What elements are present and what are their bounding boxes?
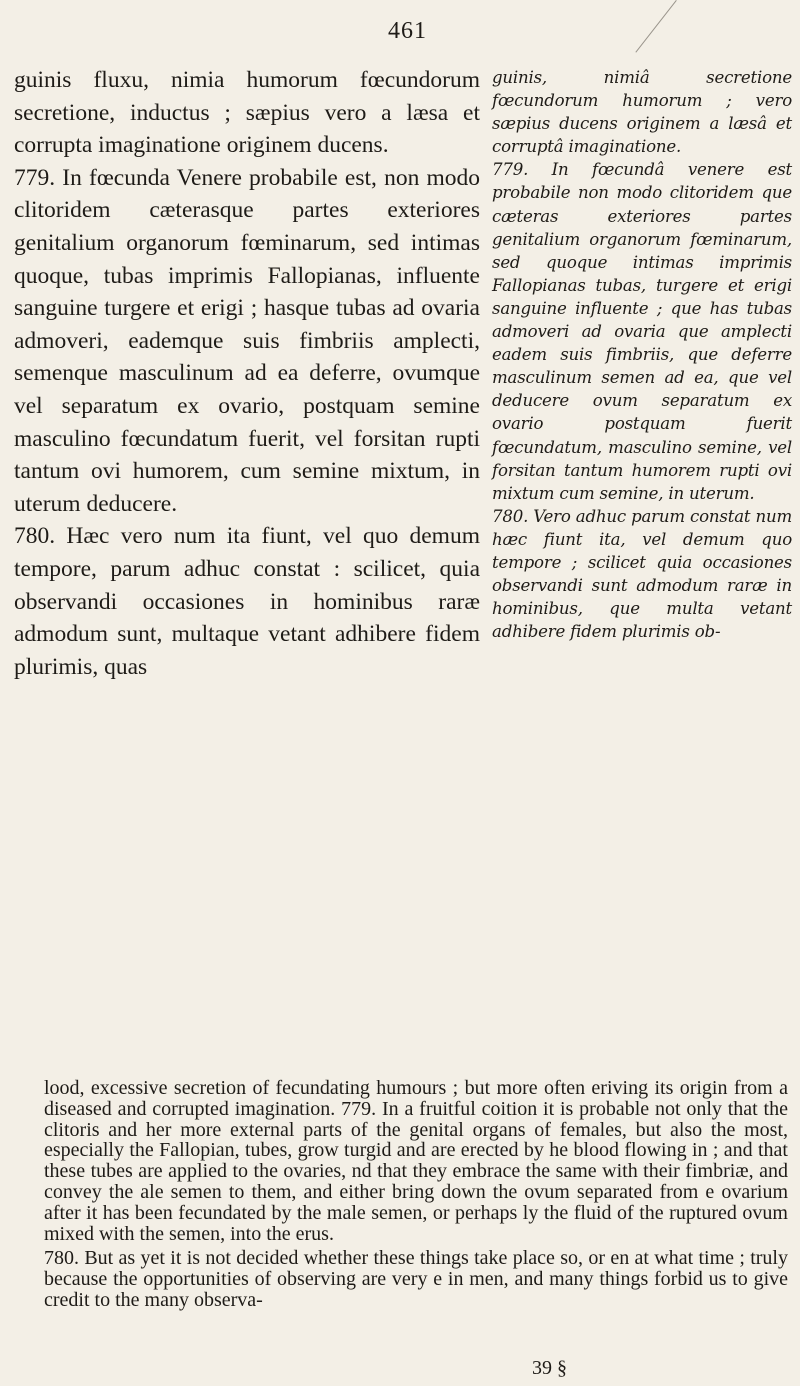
latin-roman-column (14, 64, 480, 683)
latin-italic-paragraph-780: 780. Vero adhuc parum constat num hæc fiunt ita, vel demum quo tempore ; scilicet quia occasiones observandi sunt admodum raræ in hominibus, que multa vetant adhibere fidem plurimis ob- (492, 506, 792, 642)
page-corner-fold-line (635, 0, 676, 53)
page-number: 461 (388, 18, 427, 44)
latin-italic-paragraph-1: guinis, nimiâ secretione fœcundorum humorum ; vero sæpius ducens originem a læsâ et corruptâ imaginatione. (492, 68, 792, 157)
latin-italic-column (492, 66, 792, 643)
signature-mark: 39 § (532, 1357, 567, 1379)
latin-italic-paragraph-779: 779. In fœcundâ venere est probabile non modo clitoridem que cæteras exteriores partes genitalium organorum fœminarum, sed quoque intimas imprimis Fallopianas tubas, turgere et erigi sanguine influente ; que has tubas admoveri ad ovaria que amplecti eadem suis fimbriis, que deferre masculinum semen ad ea, que vel deducere ovum separatum ex ovario postquam fuerit fœcundatum, masculino semine, vel forsitan tantum humorem rupti ovi mixtum cum semine, in uterum. (492, 160, 792, 503)
english-paragraph-780: 780. But as yet it is not decided whether these things take place so, or en at what time ; truly because the opportunities of observing are very e in men, and many things forbid us to give credit to the many observa- (44, 1247, 788, 1311)
latin-roman-paragraph-780: 780. Hæc vero num ita fiunt, vel quo demum tempore, parum adhuc constat : scilicet, quia observandi occasiones in hominibus raræ admodum sunt, multaque vetant adhibere fidem plurimis, quas (14, 523, 480, 680)
english-translation-block (44, 1078, 788, 1311)
latin-roman-paragraph-779: 779. In fœcunda Venere probabile est, non modo clitoridem cæterasque partes exteriores genitalium organorum fœminarum, sed intimas quoque, tubas imprimis Fallopianas, influente sanguine turgere et erigi ; hasque tubas ad ovaria admoveri, eademque suis fimbriis amplecti, semenque masculinum ad ea deferre, ovumque vel separatum ex ovario, postquam semine masculino fœcundatum fuerit, vel forsitan rupti tantum ovi humorem, cum semine mixtum, in uterum deducere. (14, 164, 480, 517)
english-paragraph-779: lood, excessive secretion of fecundating humours ; but more often eriving its origin from a diseased and corrupted imagination. 779. In a fruitful coition it is probable not only that the clitoris and her more external parts of the genital organs of females, but also the most, especially the Fallopian, tubes, grow turgid and are erected by he blood flowing in ; and that these tubes are applied to the ovaries, nd that they embrace the same with their fimbriæ, and convey the ale semen to them, and either bring down the ovum separated from e ovarium after it has been fecundated by the male semen, or perhaps ly the fluid of the ruptured ovum mixed with the semen, into the erus. (44, 1077, 788, 1245)
latin-roman-paragraph-1: guinis fluxu, nimia humorum fœcundorum secretione, inductus ; sæpius vero a læsa et corrupta imaginatione originem ducens. (14, 67, 480, 159)
